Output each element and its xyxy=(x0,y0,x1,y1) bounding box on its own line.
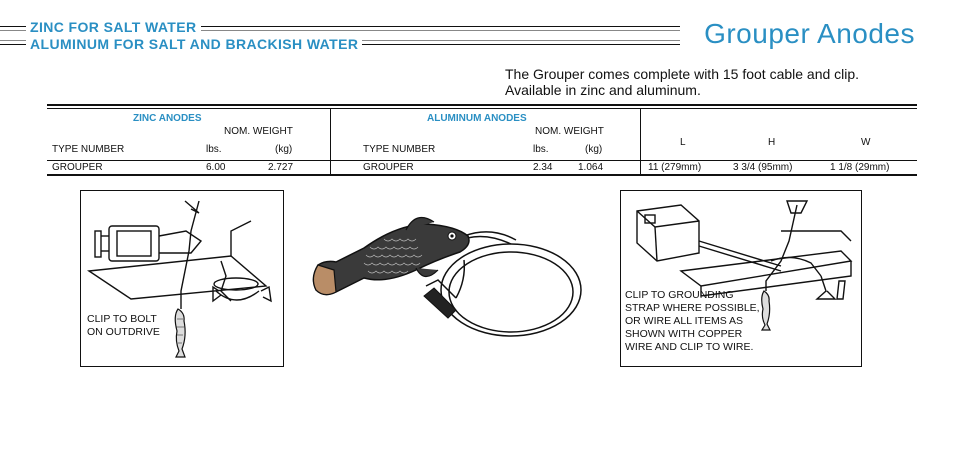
zinc-nom-weight-header: NOM. WEIGHT xyxy=(224,126,293,137)
zinc-row-type: GROUPER xyxy=(52,162,103,173)
zinc-lbs-header: lbs. xyxy=(206,144,222,155)
table-divider-1 xyxy=(330,108,331,176)
table-top-rule xyxy=(47,104,917,106)
outdrive-illustration xyxy=(81,191,283,366)
grouper-anode-product-illustration xyxy=(306,200,586,340)
intro-line-2: Available in zinc and aluminum. xyxy=(505,82,701,98)
zinc-type-number-header: TYPE NUMBER xyxy=(52,144,125,155)
table-divider-2 xyxy=(640,108,641,176)
aluminum-type-number-header: TYPE NUMBER xyxy=(363,144,436,155)
aluminum-lbs-header: lbs. xyxy=(533,144,549,155)
table-bottom-rule xyxy=(47,174,917,176)
header-zinc-label: ZINC FOR SALT WATER xyxy=(26,19,201,35)
aluminum-nom-weight-header: NOM. WEIGHT xyxy=(535,126,604,137)
height-value: 3 3/4 (95mm) xyxy=(733,162,793,173)
zinc-row-kg: 2.727 xyxy=(268,162,294,173)
table-header-rule xyxy=(47,160,917,161)
left-installation-figure xyxy=(80,190,284,367)
width-header: W xyxy=(861,137,871,148)
intro-text xyxy=(505,66,859,98)
left-figure-caption: CLIP TO BOLT ON OUTDRIVE xyxy=(87,313,160,338)
spec-table xyxy=(47,104,917,177)
zinc-kg-header: (kg) xyxy=(275,144,293,155)
width-value: 1 1/8 (29mm) xyxy=(830,162,890,173)
zinc-anodes-heading: ZINC ANODES xyxy=(133,113,202,124)
right-installation-figure xyxy=(620,190,862,367)
aluminum-anodes-heading: ALUMINUM ANODES xyxy=(427,113,527,124)
page-title: Grouper Anodes xyxy=(704,18,915,49)
aluminum-row-lbs: 2.34 xyxy=(533,162,553,173)
header-aluminum-label: ALUMINUM FOR SALT AND BRACKISH WATER xyxy=(26,36,362,52)
zinc-row-lbs: 6.00 xyxy=(206,162,226,173)
length-header: L xyxy=(680,137,686,148)
aluminum-kg-header: (kg) xyxy=(585,144,603,155)
length-value: 11 (279mm) xyxy=(648,162,702,173)
intro-line-1: The Grouper comes complete with 15 foot cable and clip. xyxy=(505,66,860,82)
height-header: H xyxy=(768,137,776,148)
right-figure-caption: CLIP TO GROUNDING STRAP WHERE POSSIBLE, OR WIRE ALL ITEMS AS SHOWN WITH COPPER WIRE AND CLIP TO WIRE. xyxy=(625,289,760,353)
aluminum-row-type: GROUPER xyxy=(363,162,414,173)
aluminum-row-kg: 1.064 xyxy=(578,162,604,173)
table-top-rule-2 xyxy=(47,108,917,109)
